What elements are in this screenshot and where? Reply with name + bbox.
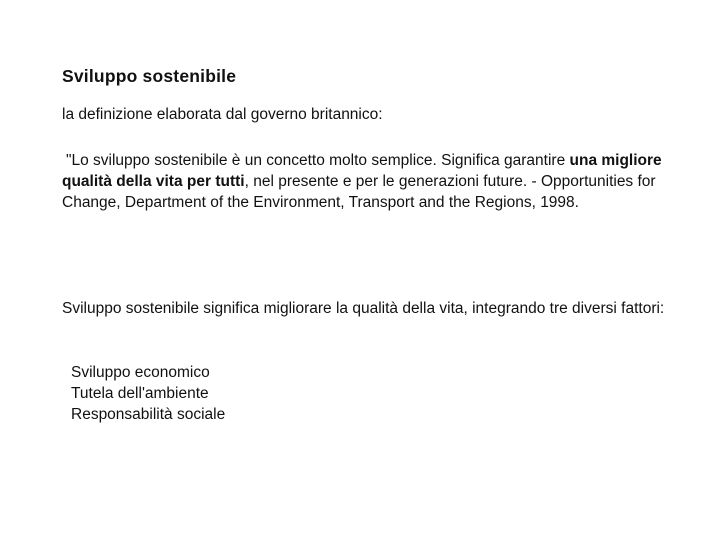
intro-text: la definizione elaborata dal governo britannico: <box>62 106 383 123</box>
definition-quote <box>62 150 662 213</box>
list-item: Tutela dell'ambiente <box>71 385 209 402</box>
quote-part-2: , nel presente e per le generazioni future. - Opportunities for Change, Department of the Environment, Transport and the Regions, 1998. <box>62 173 656 211</box>
list-item: Responsabilità sociale <box>71 406 226 423</box>
list-item: Sviluppo economico <box>71 364 210 381</box>
quote-part-1: "Lo sviluppo sostenibile è un concetto molto semplice. Significa garantire <box>66 152 566 169</box>
factors-list <box>71 362 225 425</box>
statement-text: Sviluppo sostenibile significa migliorare la qualità della vita, integrando tre diversi fattori: <box>62 300 665 317</box>
quote-emphasis: una migliore qualità della vita per tutti <box>62 152 662 190</box>
slide-title: Sviluppo sostenibile <box>62 66 237 86</box>
